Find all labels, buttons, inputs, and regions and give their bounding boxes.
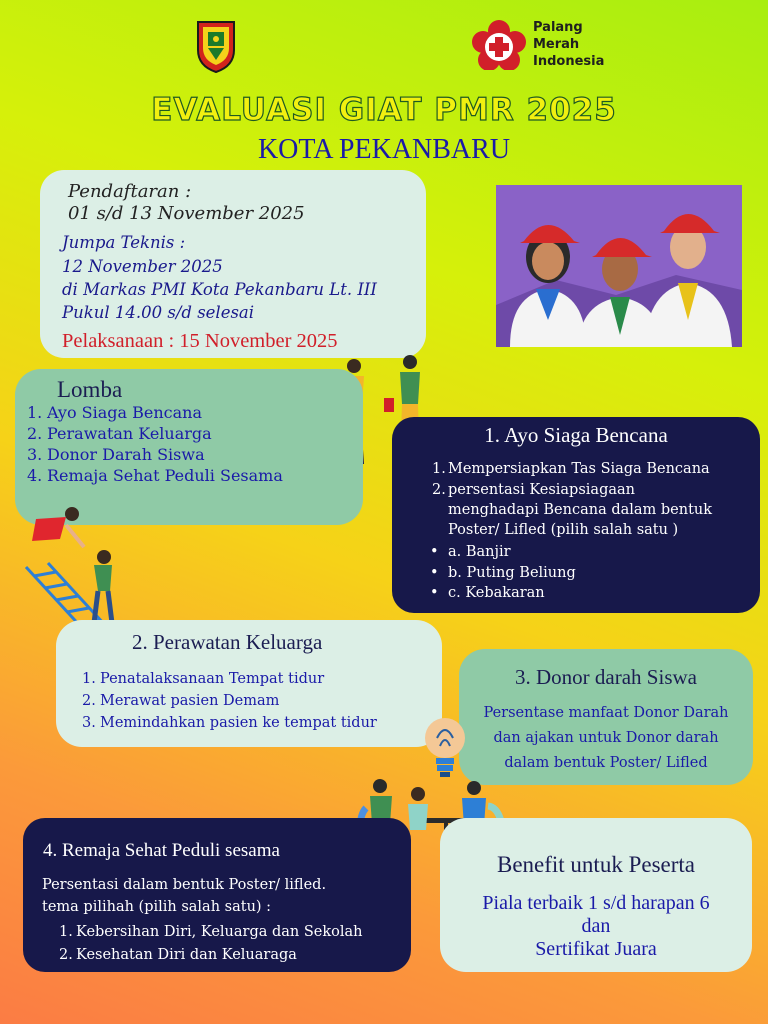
benefit-heading: Benefit untuk Peserta (496, 852, 695, 877)
registration-label: Pendaftaran : (68, 181, 192, 202)
competition-item (27, 444, 283, 465)
competition-num: 1. (27, 403, 43, 422)
schedule-card (40, 170, 426, 358)
siaga-bencana-card (392, 417, 760, 613)
competitions-card (15, 369, 363, 525)
remaja-line: Persentasi dalam bentuk Poster/ lifled. (42, 877, 327, 893)
benefit-description (440, 892, 752, 961)
org-name-line: Indonesia (533, 54, 605, 69)
meeting-label: Jumpa Teknis : (62, 233, 186, 252)
remaja-item (59, 944, 363, 967)
competition-label: Ayo Siaga Bencana (47, 403, 203, 422)
hazard-bullet (430, 583, 576, 604)
siaga-item-line: persentasi Kesiapsiagaan (448, 482, 635, 498)
competition-item (27, 402, 283, 423)
perawatan-card (56, 620, 442, 747)
pmi-org-name (533, 19, 604, 70)
remaja-num: 2. (59, 947, 73, 963)
benefit-line: Piala terbaik 1 s/d harapan 6 (482, 892, 710, 914)
hazard-label: b. Puting Beliung (448, 564, 576, 581)
perawatan-num: 3. (82, 715, 96, 731)
siaga-item-num: 2. (432, 482, 446, 498)
perawatan-label: Merawat pasien Demam (100, 693, 280, 709)
hazard-label: a. Banjir (448, 544, 511, 560)
competitions-list (27, 402, 283, 486)
hazard-label: c. Kebakaran (448, 585, 545, 601)
remaja-num: 1. (59, 924, 73, 940)
competitions-heading: Lomba (57, 377, 123, 402)
competition-label: Donor Darah Siswa (47, 445, 205, 464)
remaja-card (23, 818, 411, 972)
page-subtitle: KOTA PEKANBARU (257, 134, 511, 165)
remaja-label: Kesehatan Diri dan Keluaraga (76, 947, 297, 963)
siaga-item-label: Mempersiapkan Tas Siaga Bencana (448, 461, 710, 477)
perawatan-list (82, 668, 377, 734)
perawatan-heading: 2. Perawatan Keluarga (132, 630, 323, 654)
bullet-dot-icon: • (430, 544, 439, 560)
benefit-line: Sertifikat Juara (535, 938, 657, 960)
donor-line: Persentase manfaat Donor Darah (483, 705, 729, 721)
donor-description (459, 701, 753, 776)
light-bulb-icon (422, 716, 468, 778)
pmi-logo (472, 20, 526, 70)
remaja-label: Kebersihan Diri, Keluarga dan Sekolah (76, 924, 363, 940)
city-emblem-logo (194, 18, 238, 74)
competition-item (27, 423, 283, 444)
hazard-bullet (430, 542, 576, 563)
siaga-item-line: menghadapi Bencana dalam bentuk (448, 502, 713, 518)
competition-item (27, 465, 283, 486)
competition-num: 2. (27, 424, 43, 443)
org-name-line: Merah (533, 37, 580, 52)
meeting-place: di Markas PMI Kota Pekanbaru Lt. III (62, 280, 377, 299)
perawatan-item (82, 668, 377, 690)
donor-heading: 3. Donor darah Siswa (515, 665, 697, 689)
perawatan-num: 2. (82, 693, 96, 709)
perawatan-item (82, 712, 377, 734)
perawatan-label: Memindahkan pasien ke tempat tidur (100, 715, 377, 731)
perawatan-item (82, 690, 377, 712)
siaga-item-line: Poster/ Lifled (pilih salah satu ) (448, 522, 679, 538)
competition-label: Remaja Sehat Peduli Sesama (47, 466, 283, 485)
hazard-bullet-list (430, 542, 576, 604)
remaja-line: tema pilihah (pilih salah satu) : (42, 899, 272, 915)
bullet-dot-icon: • (430, 564, 439, 581)
remaja-list (59, 921, 363, 967)
perawatan-num: 1. (82, 671, 96, 687)
competition-label: Perawatan Keluarga (47, 424, 212, 443)
perawatan-label: Penatalaksanaan Tempat tidur (100, 671, 325, 687)
competition-num: 3. (27, 445, 43, 464)
donor-line: dalam bentuk Poster/ Lifled (504, 755, 708, 771)
competition-num: 4. (27, 466, 43, 485)
siaga-heading: 1. Ayo Siaga Bencana (484, 423, 668, 447)
siaga-item (432, 459, 710, 479)
donor-card (459, 649, 753, 785)
donor-line: dan ajakan untuk Donor darah (493, 730, 719, 746)
students-illustration (496, 185, 742, 347)
hazard-bullet (430, 563, 576, 584)
page-title: EVALUASI GIAT PMR 2025 (151, 92, 617, 128)
siaga-item (432, 480, 712, 540)
org-name-line: Palang (533, 20, 583, 35)
event-date: Pelaksanaan : 15 November 2025 (62, 330, 338, 352)
siaga-item-num: 1. (432, 461, 446, 477)
remaja-heading: 4. Remaja Sehat Peduli sesama (43, 840, 280, 861)
meeting-time: Pukul 14.00 s/d selesai (62, 303, 255, 322)
benefit-line: dan (581, 915, 611, 937)
benefit-card (440, 818, 752, 972)
meeting-date: 12 November 2025 (62, 257, 223, 276)
remaja-item (59, 921, 363, 944)
siaga-item-text (448, 480, 712, 540)
registration-dates: 01 s/d 13 November 2025 (68, 203, 305, 224)
bullet-dot-icon: • (430, 585, 439, 601)
